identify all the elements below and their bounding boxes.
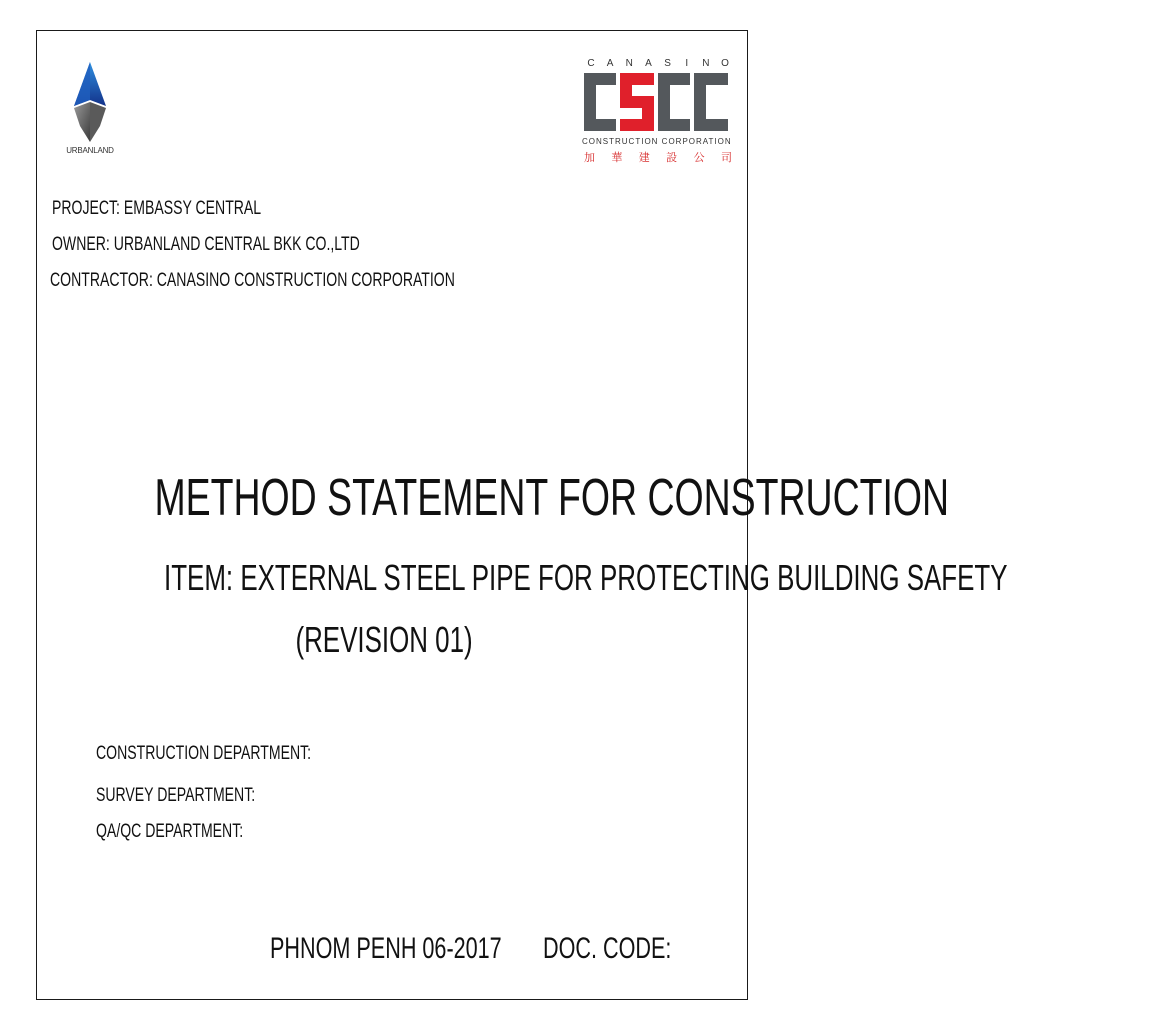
- qaqc-department-line: QA/QC DEPARTMENT:: [96, 821, 244, 842]
- project-line: [52, 198, 335, 220]
- cscc-subtitle: CONSTRUCTION CORPORATION: [582, 137, 732, 146]
- urbanland-diamond-icon: [68, 60, 112, 144]
- revision-label: (REVISION 01): [295, 619, 473, 660]
- owner-line: [52, 234, 468, 256]
- project-text: PROJECT: EMBASSY CENTRAL: [52, 198, 262, 219]
- survey-department-line: SURVEY DEPARTMENT:: [96, 785, 256, 806]
- place-date: PHNOM PENH 06-2017: [270, 932, 502, 965]
- construction-department-line: CONSTRUCTION DEPARTMENT:: [96, 743, 312, 764]
- contractor-line: [50, 270, 597, 292]
- cscc-chinese-name: 加 華 建 設 公 司: [584, 151, 732, 164]
- doc-code-label: DOC. CODE:: [543, 932, 672, 965]
- cscc-logo: [582, 58, 734, 174]
- owner-text: OWNER: URBANLAND CENTRAL BKK CO.,LTD: [52, 234, 360, 255]
- cscc-top-letters: C A N A S I N O: [587, 58, 729, 69]
- cscc-mark-icon: [582, 71, 730, 133]
- urbanland-logo: [62, 60, 118, 166]
- urbanland-wordmark: URBANLAND: [66, 146, 114, 155]
- document-title: METHOD STATEMENT FOR CONSTRUCTION: [154, 469, 950, 527]
- contractor-text: CONTRACTOR: CANASINO CONSTRUCTION CORPORATION: [50, 270, 455, 291]
- item-title: ITEM: EXTERNAL STEEL PIPE FOR PROTECTING BUILDING SAFETY: [164, 557, 1008, 598]
